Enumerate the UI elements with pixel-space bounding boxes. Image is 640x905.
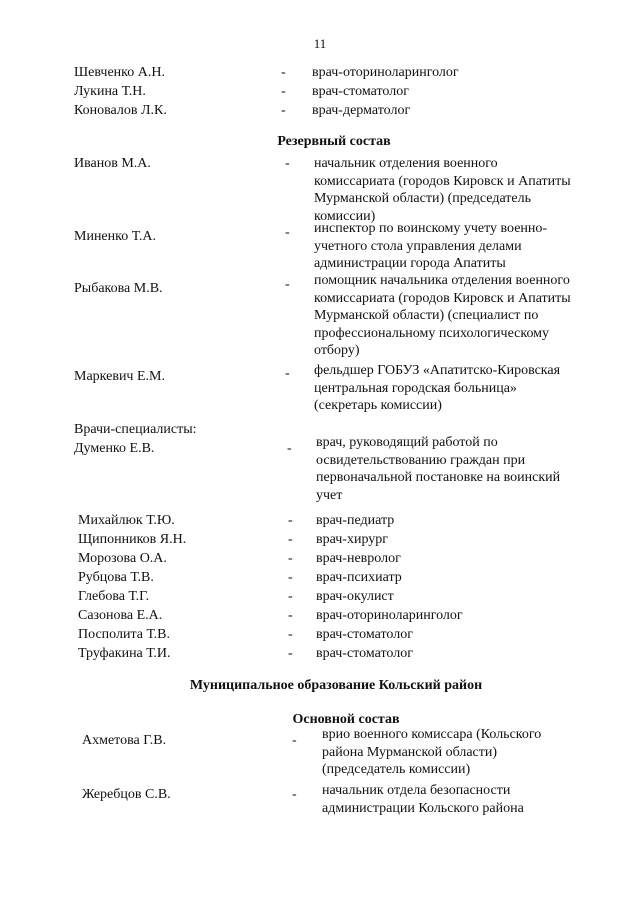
member-name: Морозова О.А. xyxy=(78,551,167,566)
member-name: Щипонников Я.Н. xyxy=(78,532,187,547)
page-number: 11 xyxy=(313,36,327,51)
dash: - xyxy=(288,646,293,661)
member-role: врио военного комиссара (Кольского района Мурманской области) (председатель комиссии) xyxy=(322,727,542,777)
member-name: Труфакина Т.И. xyxy=(78,646,171,661)
section-heading-municipality: Муниципальное образование Кольский район xyxy=(189,678,483,693)
member-role: врач-стоматолог xyxy=(312,84,409,99)
member-role: врач-хирург xyxy=(316,532,389,547)
dash: - xyxy=(287,441,292,456)
dash: - xyxy=(288,532,293,547)
member-name: Михайлюк Т.Ю. xyxy=(78,513,175,528)
member-name: Рубцова Т.В. xyxy=(78,570,154,585)
member-name: Шевченко А.Н. xyxy=(74,65,165,80)
section-heading-reserve: Резервный состав xyxy=(277,134,391,149)
member-role: врач-невролог xyxy=(316,551,401,566)
member-name: Глебова Т.Г. xyxy=(78,589,150,604)
dash: - xyxy=(285,225,290,240)
dash: - xyxy=(292,787,297,802)
member-name: Миненко Т.А. xyxy=(74,229,156,244)
member-name: Посполита Т.В. xyxy=(78,627,170,642)
dash: - xyxy=(288,551,293,566)
member-role: врач-стоматолог xyxy=(316,646,413,661)
member-name: Коновалов Л.К. xyxy=(74,103,167,118)
member-role: начальник отдела безопасности администрации Кольского района xyxy=(322,783,524,816)
member-name: Маркевич Е.М. xyxy=(74,369,165,384)
dash: - xyxy=(281,103,286,118)
dash: - xyxy=(288,570,293,585)
member-role: помощник начальника отделения военного комиссариата (городов Кировск и Апатиты Мурманской области) (специалист по профессиональному психологическому отбору) xyxy=(314,273,571,358)
dash: - xyxy=(288,608,293,623)
dash: - xyxy=(288,513,293,528)
member-role: врач-педиатр xyxy=(316,513,395,528)
member-name: Лукина Т.Н. xyxy=(74,84,146,99)
dash: - xyxy=(292,733,297,748)
dash: - xyxy=(281,84,286,99)
dash: - xyxy=(285,156,290,171)
dash: - xyxy=(288,627,293,642)
member-role: врач, руководящий работой по освидетельствованию граждан при первоначальной постановке на воинский учет xyxy=(316,435,561,503)
dash: - xyxy=(285,277,290,292)
member-name: Рыбакова М.В. xyxy=(74,281,163,296)
member-role: врач-оториноларинголог xyxy=(316,608,463,623)
member-role: врач-окулист xyxy=(316,589,394,604)
section-heading-main: Основной состав xyxy=(292,712,400,727)
member-role: врач-психиатр xyxy=(316,570,402,585)
member-name: Думенко Е.В. xyxy=(74,441,155,456)
dash: - xyxy=(281,65,286,80)
member-name: Ахметова Г.В. xyxy=(82,733,167,748)
member-role: начальник отделения военного комиссариата (городов Кировск и Апатиты Мурманской области) (председатель комиссии) xyxy=(314,156,571,224)
dash: - xyxy=(288,589,293,604)
member-name: Жеребцов С.В. xyxy=(82,787,171,802)
member-role: инспектор по воинскому учету военно- учетного стола управления делами администрации города Апатиты xyxy=(314,221,548,271)
specialists-label: Врачи-специалисты: xyxy=(74,422,197,437)
member-name: Сазонова Е.А. xyxy=(78,608,163,623)
member-role: фельдшер ГОБУЗ «Апатитско-Кировская центральная городская больница» (секретарь комиссии) xyxy=(314,363,561,413)
member-role: врач-дерматолог xyxy=(312,103,411,118)
member-role: врач-оториноларинголог xyxy=(312,65,459,80)
member-role: врач-стоматолог xyxy=(316,627,413,642)
dash: - xyxy=(285,366,290,381)
member-name: Иванов М.А. xyxy=(74,156,151,171)
